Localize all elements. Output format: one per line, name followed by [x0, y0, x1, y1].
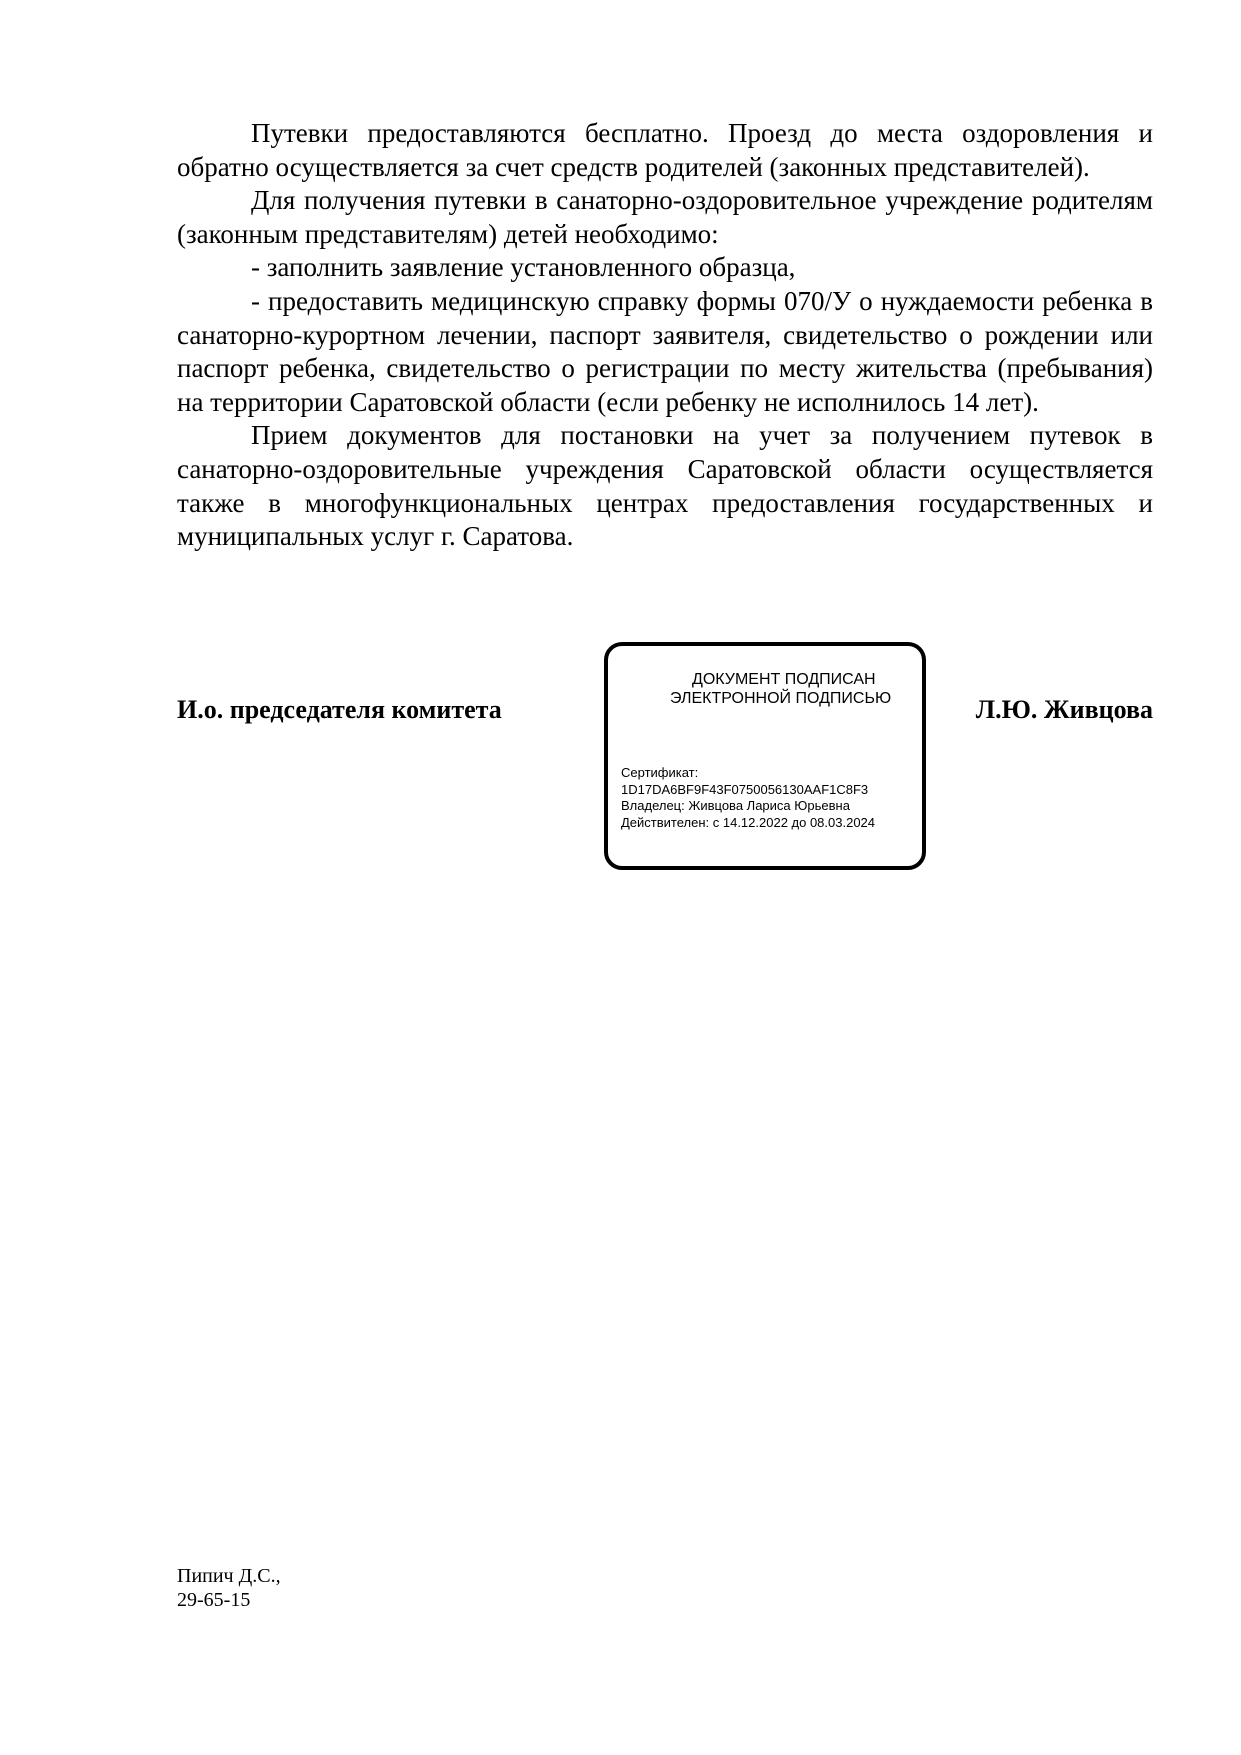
list-item-documents: - предоставить медицинскую справку формы 070/У о нуждаемости ребенка в санаторно-курортном лечении, паспорт заявителя, свидетельство о рождении или паспорт ребенка, свидетельство о регистрации по месту жительства (пребывания) на территории Саратовской области (если ребенку не исполнилось 14 лет). — [177, 285, 1153, 417]
stamp-certificate-label: Сертификат: — [621, 765, 699, 780]
executor-footer — [177, 1564, 281, 1612]
executor-name: Пипич Д.С., — [177, 1565, 281, 1587]
paragraph-mfc: Прием документов для постановки на учет за получением путевок в санаторно-оздоровительные учреждения Саратовской области осуществляется также в многофункциональных центрах предоставления государственных и муниципальных услуг г. Саратова. — [177, 420, 1153, 552]
stamp-certificate: 1D17DA6BF9F43F0750056130AAF1C8F3 — [621, 781, 869, 797]
executor-phone: 29-65-15 — [177, 1589, 251, 1611]
document-body — [177, 117, 1153, 554]
signer-position: И.о. председателя комитета — [177, 695, 502, 724]
signer-name: Л.Ю. Живцова — [975, 695, 1153, 724]
stamp-title: ДОКУМЕНТ ПОДПИСАН ЭЛЕКТРОННОЙ ПОДПИСЬЮ — [670, 671, 892, 707]
stamp-validity: Действителен: с 14.12.2022 до 08.03.2024 — [621, 814, 876, 830]
stamp-owner: Владелец: Живцова Лариса Юрьевна — [621, 798, 850, 813]
electronic-signature-stamp — [604, 642, 926, 870]
list-item-application: - заполнить заявление установленного образца, — [251, 252, 796, 283]
paragraph-requirements: Для получения путевки в санаторно-оздоровительное учреждение родителям (законным представителям) детей необходимо: — [177, 185, 1153, 249]
paragraph-free-vouchers: Путевки предоставляются бесплатно. Проезд до места оздоровления и обратно осуществляется за счет средств родителей (законных представителей). — [177, 118, 1153, 182]
stamp-details — [621, 765, 921, 831]
